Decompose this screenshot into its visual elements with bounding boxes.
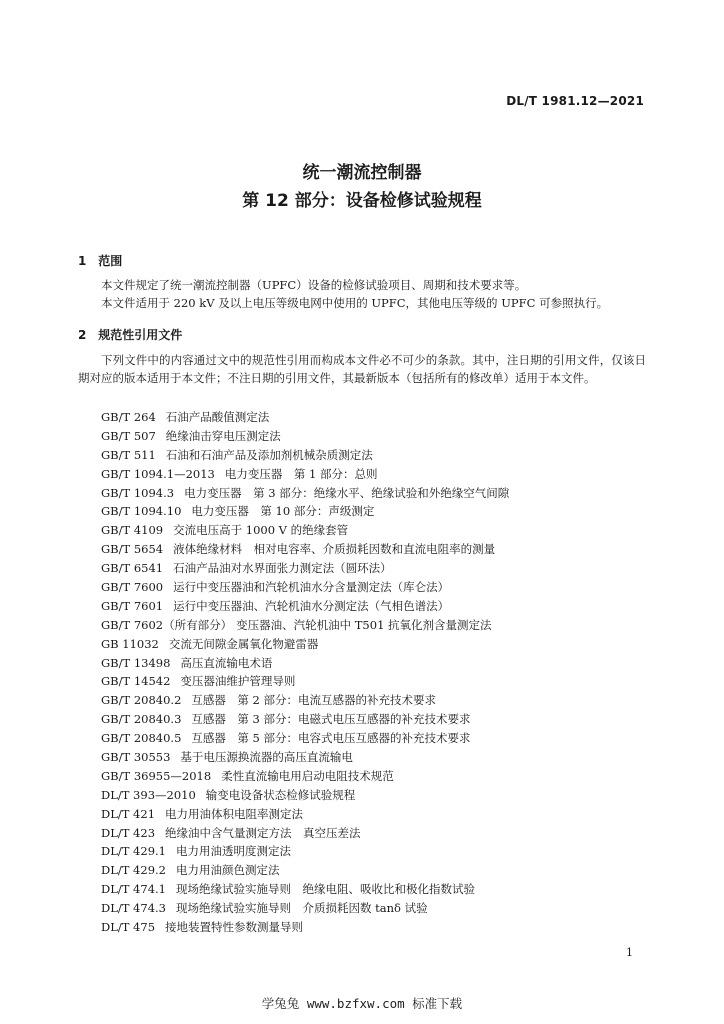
reference-item xyxy=(101,880,509,899)
standard-code: DL/T 1981.12—2021 xyxy=(506,94,644,108)
reference-title: 绝缘油中含气量测定方法 真空压差法 xyxy=(165,825,361,840)
reference-item xyxy=(101,691,509,710)
reference-title: 互感器 第 3 部分：电磁式电压互感器的补充技术要求 xyxy=(191,712,471,727)
reference-code: DL/T 429.2 xyxy=(101,863,166,878)
reference-title: 绝缘油击穿电压测定法 xyxy=(165,428,281,443)
reference-item xyxy=(101,786,509,805)
reference-code: DL/T 421 xyxy=(101,806,156,821)
reference-code: GB/T 7600 xyxy=(101,580,164,595)
section-1-heading xyxy=(78,252,122,269)
reference-item xyxy=(101,559,509,578)
reference-code: GB/T 7601 xyxy=(101,598,164,613)
scope-paragraph-2: 本文件适用于 220 kV 及以上电压等级电网中使用的 UPFC，其他电压等级的 UPFC 可参照执行。 xyxy=(101,296,609,310)
reference-item xyxy=(101,918,509,937)
reference-title: 基于电压源换流器的高压直流输电 xyxy=(180,750,353,765)
reference-code: DL/T 423 xyxy=(101,825,156,840)
section-title: 范围 xyxy=(98,254,123,268)
reference-code: GB/T 1094.3 xyxy=(101,485,175,500)
reference-code: GB/T 13498 xyxy=(101,655,171,670)
reference-code: GB/T 1094.1—2013 xyxy=(101,466,215,481)
reference-code: GB/T 20840.5 xyxy=(101,731,182,746)
reference-title: 现场绝缘试验实施导则 绝缘电阻、吸收比和极化指数试验 xyxy=(175,882,475,897)
footer-watermark: 学兔兔 www.bzfxw.com 标准下载 xyxy=(261,996,463,1011)
reference-code: GB/T 4109 xyxy=(101,523,164,538)
reference-title: 石油产品酸值测定法 xyxy=(165,410,270,424)
reference-item xyxy=(101,824,509,843)
document-subtitle: 第 12 部分：设备检修试验规程 xyxy=(242,191,482,211)
reference-item xyxy=(101,654,509,673)
reference-item xyxy=(101,672,509,691)
reference-title: 互感器 第 5 部分：电容式电压互感器的补充技术要求 xyxy=(191,731,471,746)
reference-title: 输变电设备状态检修试验规程 xyxy=(205,787,356,802)
reference-title: 电力用油体积电阻率测定法 xyxy=(165,806,304,821)
reference-title: 现场绝缘试验实施导则 介质损耗因数 tanδ 试验 xyxy=(175,901,428,916)
reference-item xyxy=(101,635,509,654)
section-2-heading xyxy=(78,326,182,343)
reference-code: DL/T 474.3 xyxy=(101,901,166,916)
reference-code: GB/T 14542 xyxy=(101,674,171,689)
reference-code: GB/T 511 xyxy=(101,447,156,462)
reference-list xyxy=(101,408,509,937)
reference-code: GB/T 1094.10 xyxy=(101,504,182,519)
reference-item xyxy=(101,502,509,521)
reference-title: 电力变压器 第 3 部分：绝缘水平、绝缘试验和外绝缘空气间隙 xyxy=(184,485,510,500)
reference-item xyxy=(101,861,509,880)
reference-title: 运行中变压器油和汽轮机油水分含量测定法（库仑法） xyxy=(173,580,450,595)
reference-code: DL/T 393—2010 xyxy=(101,787,196,802)
reference-code: GB 11032 xyxy=(101,636,159,651)
reference-title: 运行中变压器油、汽轮机油水分测定法（气相色谱法） xyxy=(173,598,450,613)
reference-item xyxy=(101,767,509,786)
reference-code: GB/T 36955—2018 xyxy=(101,768,212,783)
section-number: 1 xyxy=(78,254,87,268)
reference-code: GB/T 20840.2 xyxy=(101,693,182,708)
reference-title: 交流电压高于 1000 V 的绝缘套管 xyxy=(173,523,349,538)
reference-item xyxy=(101,484,509,503)
reference-item xyxy=(101,842,509,861)
normative-references-intro: 下列文件中的内容通过文中的规范性引用而构成本文件必不可少的条款。其中，注日期的引用文件，仅该日期对应的版本适用于本文件；不注日期的引用文件，其最新版本（包括所有的修改单）适用于本文件。 xyxy=(78,353,646,385)
reference-title: 电力变压器 第 10 部分：声级测定 xyxy=(191,504,375,519)
reference-item xyxy=(101,597,509,616)
reference-item xyxy=(101,578,509,597)
reference-title: 变压器油维护管理导则 xyxy=(180,674,296,689)
document-title: 统一潮流控制器 xyxy=(302,163,422,183)
reference-code: GB/T 7602（所有部分） xyxy=(101,617,233,632)
reference-item xyxy=(101,521,509,540)
reference-title: 高压直流输电术语 xyxy=(180,655,273,670)
reference-code: GB/T 30553 xyxy=(101,750,171,765)
reference-code: GB/T 507 xyxy=(101,428,156,443)
reference-code: GB/T 5654 xyxy=(101,542,164,557)
reference-item xyxy=(101,408,509,427)
reference-item xyxy=(101,540,509,559)
section-number: 2 xyxy=(78,328,87,342)
reference-code: GB/T 264 xyxy=(101,410,156,424)
reference-title: 石油产品油对水界面张力测定法（圆环法） xyxy=(173,561,392,576)
reference-title: 电力用油透明度测定法 xyxy=(175,844,291,859)
reference-title: 石油和石油产品及添加剂机械杂质测定法 xyxy=(165,447,373,462)
reference-item xyxy=(101,805,509,824)
reference-code: DL/T 474.1 xyxy=(101,882,166,897)
reference-title: 液体绝缘材料 相对电容率、介质损耗因数和直流电阻率的测量 xyxy=(173,542,496,557)
reference-title: 交流无间隙金属氧化物避雷器 xyxy=(168,636,319,651)
page-number: 1 xyxy=(626,946,633,959)
reference-item xyxy=(101,729,509,748)
section-title: 规范性引用文件 xyxy=(98,328,183,342)
reference-item xyxy=(101,465,509,484)
reference-title: 接地装置特性参数测量导则 xyxy=(165,920,304,935)
reference-code: DL/T 475 xyxy=(101,920,156,935)
reference-code: GB/T 6541 xyxy=(101,561,164,576)
reference-item xyxy=(101,427,509,446)
reference-item xyxy=(101,748,509,767)
reference-title: 变压器油、汽轮机油中 T501 抗氧化剂含量测定法 xyxy=(236,617,492,632)
reference-title: 柔性直流输电用启动电阻技术规范 xyxy=(221,768,394,783)
reference-code: DL/T 429.1 xyxy=(101,844,166,859)
reference-title: 电力变压器 第 1 部分：总则 xyxy=(224,466,378,481)
scope-paragraph-1: 本文件规定了统一潮流控制器（UPFC）设备的检修试验项目、周期和技术要求等。 xyxy=(101,278,527,292)
reference-code: GB/T 20840.3 xyxy=(101,712,182,727)
reference-item xyxy=(101,446,509,465)
reference-item xyxy=(101,616,509,635)
reference-item xyxy=(101,710,509,729)
reference-item xyxy=(101,899,509,918)
reference-title: 电力用油颜色测定法 xyxy=(175,863,280,878)
reference-title: 互感器 第 2 部分：电流互感器的补充技术要求 xyxy=(191,693,437,708)
